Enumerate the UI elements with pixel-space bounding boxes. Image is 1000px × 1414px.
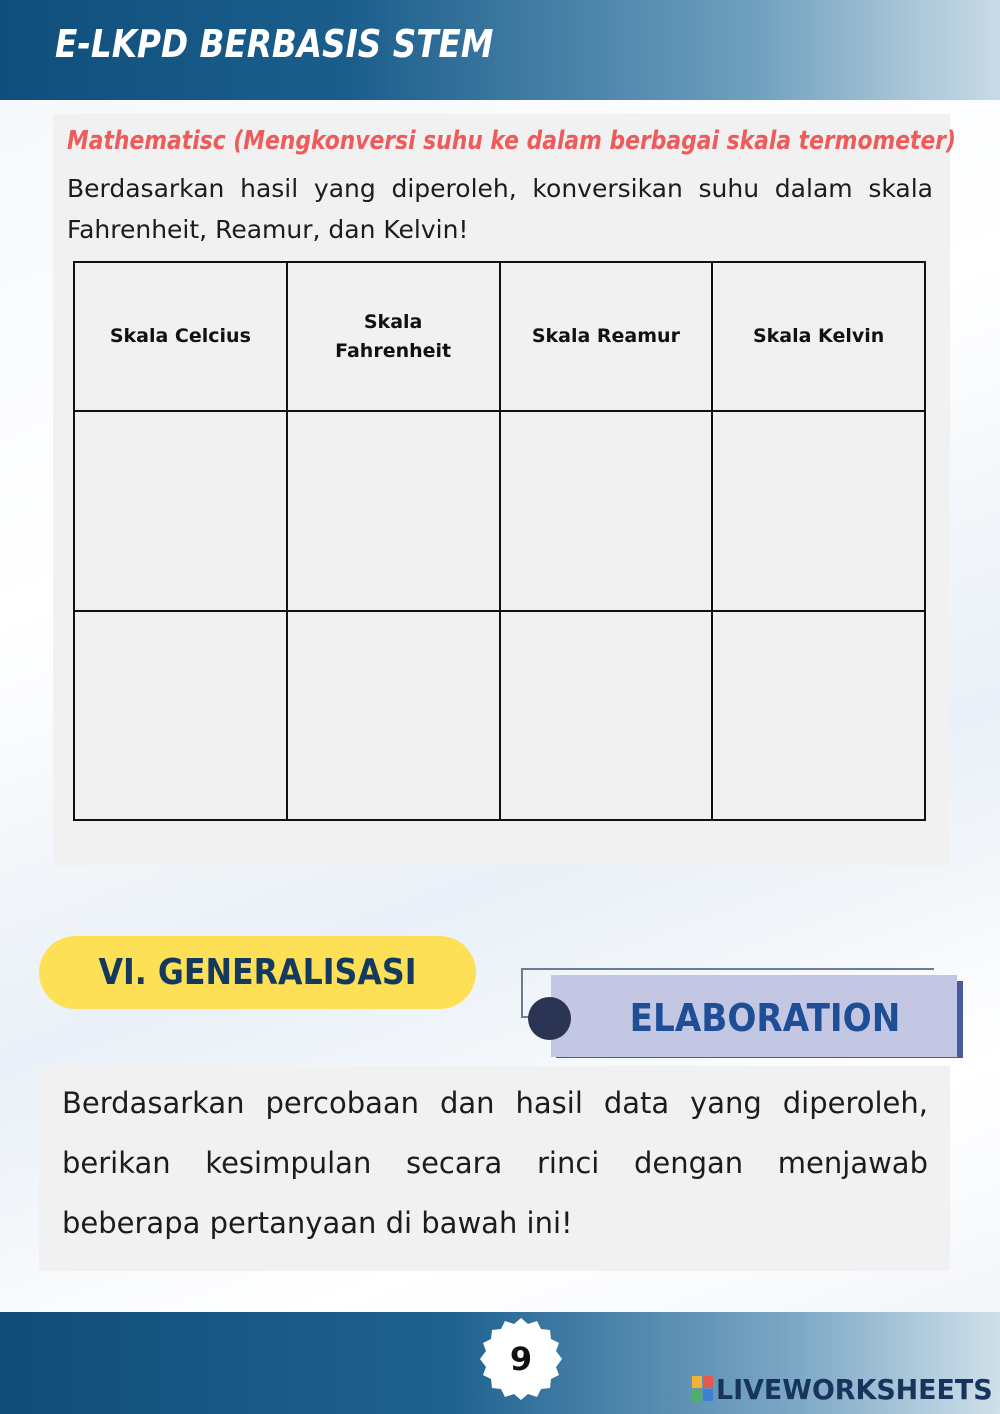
header-kelvin: Skala Kelvin <box>712 262 925 411</box>
generalisasi-pill <box>39 936 476 1009</box>
header-fahrenheit-label: Skala Fahrenheit <box>335 310 452 362</box>
header-reamur: Skala Reamur <box>500 262 713 411</box>
header-bar <box>0 0 1000 100</box>
elaboration-label: ELABORATION <box>629 996 901 1040</box>
section-heading: Mathematisc (Mengkonversi suhu ke dalam berbagai skala termometer) <box>67 126 957 156</box>
answer-cell-celcius-1[interactable] <box>74 411 287 610</box>
elaboration-connector-vertical <box>521 968 523 1016</box>
liveworksheets-logo <box>692 1372 992 1408</box>
header-fahrenheit <box>287 262 500 411</box>
answer-cell-kelvin-2[interactable] <box>712 611 925 820</box>
answer-cell-fahrenheit-1[interactable] <box>287 411 500 610</box>
liveworksheets-icon <box>692 1376 714 1402</box>
elaboration-connector-top <box>521 968 934 970</box>
page-number: 9 <box>509 1340 533 1378</box>
conversion-table <box>73 261 926 821</box>
table-header-row <box>74 262 925 411</box>
table-row <box>74 411 925 610</box>
header-celcius: Skala Celcius <box>74 262 287 411</box>
answer-cell-kelvin-1[interactable] <box>712 411 925 610</box>
table-row <box>74 611 925 820</box>
instruction-text: Berdasarkan hasil yang diperoleh, konversikan suhu dalam skala Fahrenheit, Reamur, dan Kelvin! <box>67 174 933 244</box>
answer-cell-reamur-1[interactable] <box>500 411 713 610</box>
header-title: E-LKPD BERBASIS STEM <box>55 22 494 66</box>
elaboration-dot-icon <box>528 997 571 1040</box>
liveworksheets-text: LIVEWORKSHEETS <box>716 1373 993 1406</box>
conclusion-text: Berdasarkan percobaan dan hasil data yang diperoleh, berikan kesimpulan secara rinci dengan menjawab beberapa pertanyaan di bawah ini! <box>62 1086 928 1240</box>
generalisasi-label: VI. GENERALISASI <box>98 952 417 993</box>
answer-cell-reamur-2[interactable] <box>500 611 713 820</box>
answer-cell-fahrenheit-2[interactable] <box>287 611 500 820</box>
answer-cell-celcius-2[interactable] <box>74 611 287 820</box>
